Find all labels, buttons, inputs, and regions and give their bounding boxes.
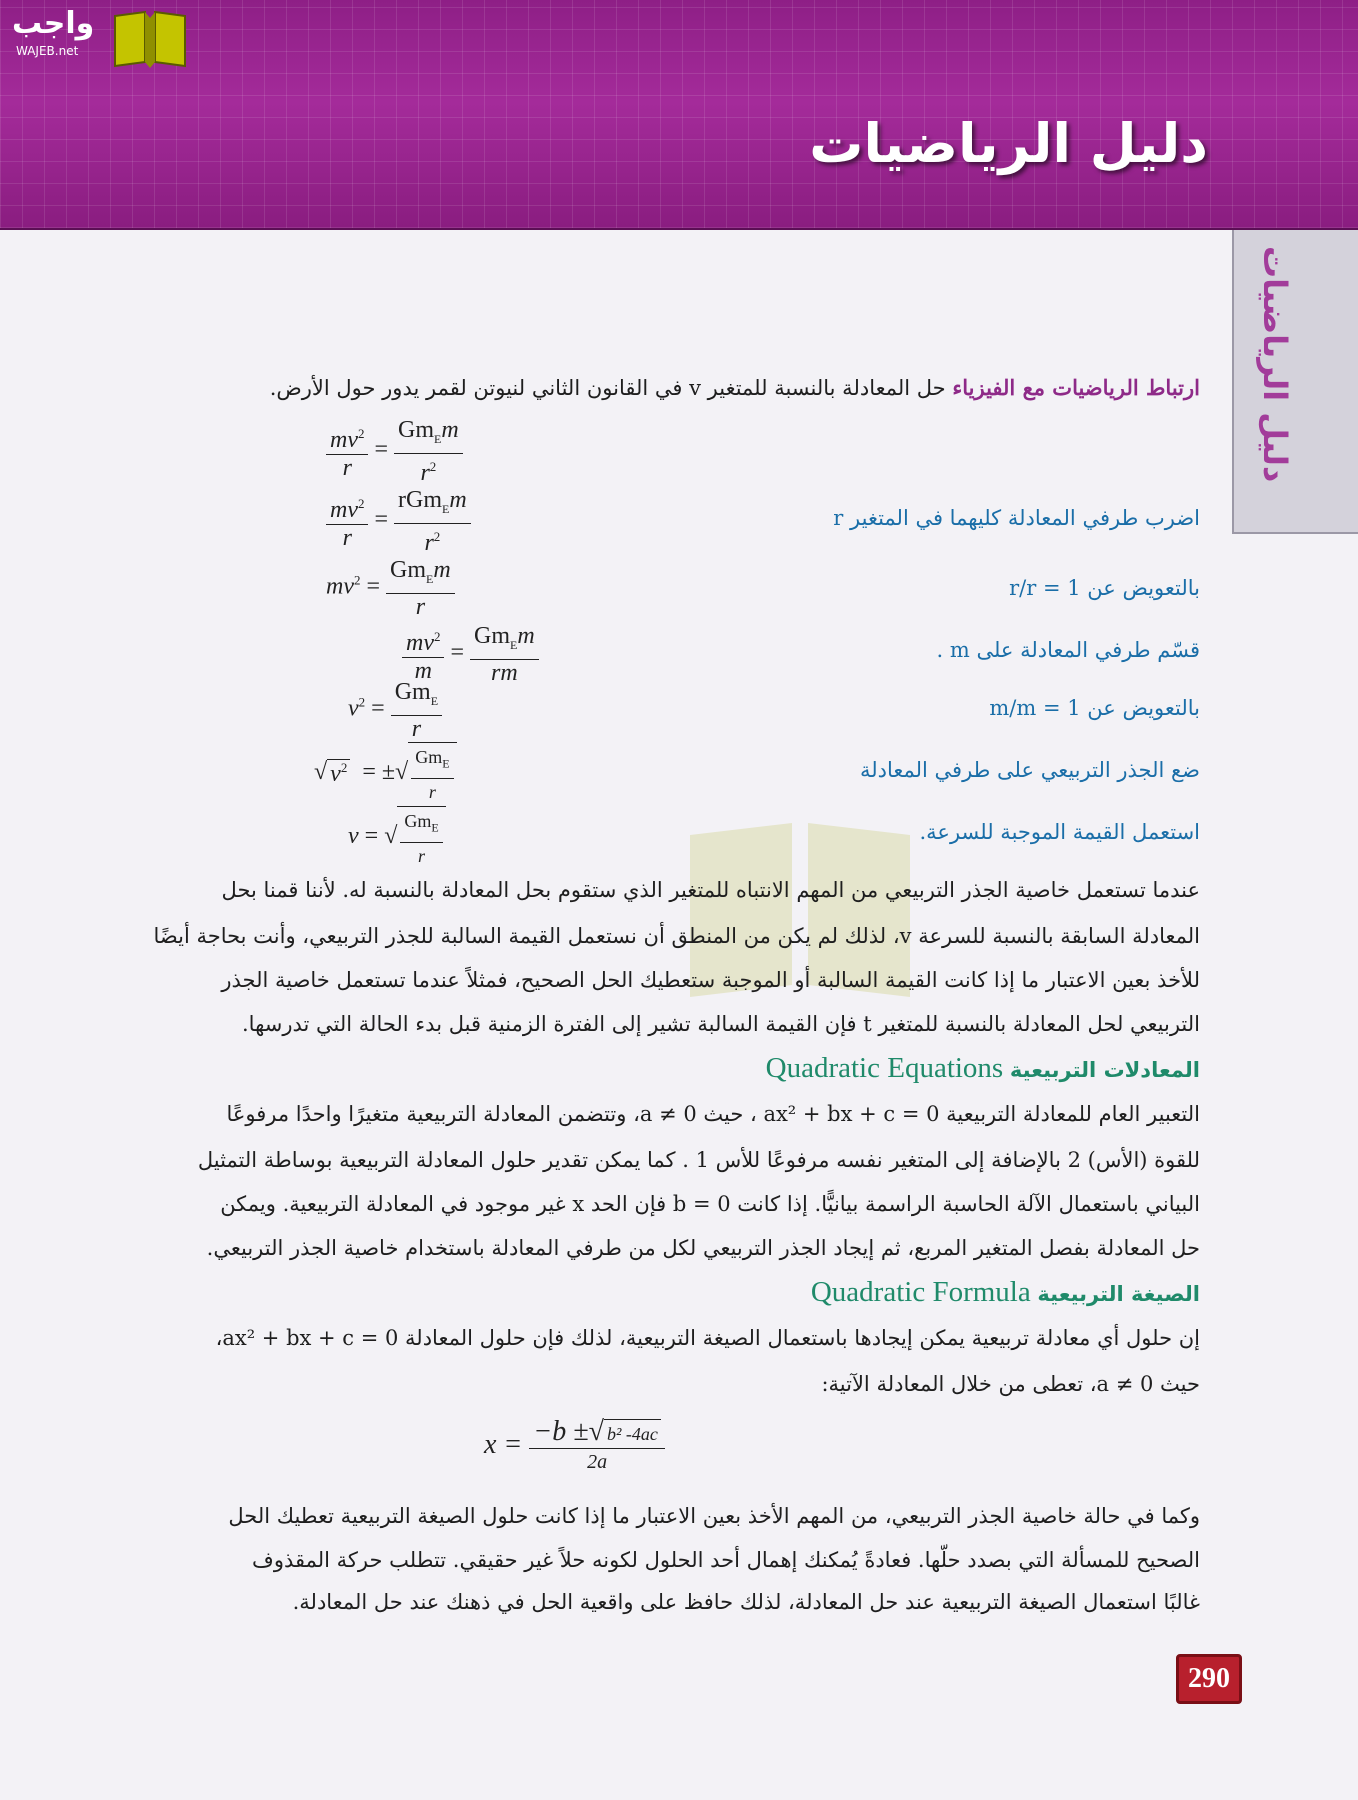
paragraph-line: حل المعادلة بفصل المتغير المربع، ثم إيجاد الجذر التربيعي لكل من طرفي المعادلة باستخدام خاصية الجذر التربيعي. (206, 1236, 1200, 1260)
formula-radicand: b² -4ac (604, 1419, 661, 1448)
section-title-ar: الصيغة التربيعية (1037, 1282, 1200, 1306)
paragraph-line: للأخذ بعين الاعتبار ما إذا كانت القيمة السالبة أو الموجبة ستعطيك الحل الصحيح، فمثلاً عندما تستعمل خاصية الجذر (221, 968, 1200, 992)
step-6: استعمل القيمة الموجبة للسرعة. (919, 820, 1200, 844)
page-number-badge: 290 (1176, 1654, 1242, 1704)
paragraph-line: للقوة (الأس) 2 بالإضافة إلى المتغير نفسه مرفوعًا للأس 1 . كما يمكن تقدير حلول المعادلة التربيعية بوساطة التمثيل (197, 1148, 1200, 1172)
step-1: اضرب طرفي المعادلة كليهما في المتغير r (833, 506, 1200, 530)
equation-6: √ $v^2$ = ±√ $\frac{Gm_E}{r}$ (314, 742, 457, 805)
logo-text: واجب (12, 6, 95, 41)
page-title: دليل الرياضيات (809, 112, 1208, 175)
equation-5: $v^2$ = $\frac{Gm_E}{r}$ (348, 678, 442, 742)
section-heading-quadratic-formula (811, 1270, 1200, 1316)
paragraph-line: البياني باستعمال الآلة الحاسبة الراسمة بيانيًّا. إذا كانت b = 0 فإن الحد x غير موجود في المعادلة التربيعية. ويمكن (220, 1192, 1200, 1216)
paragraph-line: عندما تستعمل خاصية الجذر التربيعي من المهم الانتباه للمتغير الذي ستقوم بحل المعادلة بالنسبة له. لأننا قمنا بحل (221, 878, 1200, 902)
paragraph-line: الصحيح للمسألة التي بصدد حلّها. فعادةً يُمكنك إهمال أحد الحلول لكونه حلاً غير حقيقي. تتطلب حركة المقذوف (252, 1548, 1200, 1572)
step-5: ضع الجذر التربيعي على طرفي المعادلة (859, 758, 1200, 782)
section-title-en: Quadratic Equations (765, 1052, 1004, 1084)
paragraph-line: المعادلة السابقة بالنسبة للسرعة v، لذلك لم يكن من المنطق أن نستعمل القيمة السالبة للجذر التربيعي، وأنت بحاجة أيضًا (153, 924, 1200, 948)
formula-denominator: 2a (587, 1451, 608, 1474)
paragraph-line: وكما في حالة خاصية الجذر التربيعي، من المهم الأخذ بعين الاعتبار ما إذا كانت حلول الصيغة التربيعية تعطيك الحل (228, 1504, 1200, 1528)
section-title-en: Quadratic Formula (810, 1276, 1031, 1308)
step-2: بالتعويض عن r/r = 1 (1009, 576, 1200, 600)
intro-label: ارتباط الرياضيات مع الفيزياء (952, 375, 1200, 400)
step-3: قسّم طرفي المعادلة على m . (936, 638, 1200, 662)
intro-text: حل المعادلة بالنسبة للمتغير v في القانون الثاني لنيوتن لقمر يدور حول الأرض. (269, 376, 946, 400)
equation-3: $mv^2$ = $\frac{Gm_Em}{r}$ (326, 556, 455, 620)
equation-2: $\frac{mv^2}{r}$ = $\frac{rGm_Em}{r^2}$ (326, 486, 471, 556)
formula-numerator: −b ± (533, 1416, 589, 1447)
intro-line (270, 366, 1200, 410)
formula-lhs: x = (484, 1428, 523, 1460)
paragraph-line: التربيعي لحل المعادلة بالنسبة للمتغير t فإن القيمة السالبة تشير إلى الفترة الزمنية قبل بدء الحالة التي تدرسها. (242, 1012, 1200, 1036)
section-title-ar: المعادلات التربيعية (1009, 1058, 1200, 1082)
paragraph-line: التعبير العام للمعادلة التربيعية ax² + bx + c = 0 ، حيث a ≠ 0، وتتضمن المعادلة التربيعية متغيرًا واحدًا مرفوعًا (226, 1102, 1200, 1126)
equation-7: v = √ $\frac{Gm_E}{r}$ (348, 806, 446, 869)
step-4: بالتعويض عن m/m = 1 (989, 696, 1200, 720)
quadratic-formula: x = $\frac{\text{−b ±√ b² -4ac}}{2a}$ (484, 1418, 665, 1475)
equation-4: $\frac{mv^2}{m}$ = $\frac{Gm_Em}{rm}$ (402, 622, 539, 686)
side-tab-label: دليل الرياضيات (1256, 245, 1294, 482)
equation-1: $\frac{mv^2}{r}$ = $\frac{Gm_Em}{r^2}$ (326, 416, 463, 486)
section-heading-quadratic-equations (766, 1046, 1200, 1092)
paragraph-line: حيث a ≠ 0، تعطى من خلال المعادلة الآتية: (821, 1372, 1200, 1396)
paragraph-line: غالبًا استعمال الصيغة التربيعية عند حل المعادلة، لذلك حافظ على واقعية الحل في ذهنك عند حل المعادلة. (292, 1590, 1200, 1614)
paragraph-line: إن حلول أي معادلة تربيعية يمكن إيجادها باستعمال الصيغة التربيعية، لذلك فإن حلول المعادلة ax² + bx + c = 0، (215, 1326, 1200, 1350)
logo-subtext: WAJEB.net (16, 44, 79, 58)
